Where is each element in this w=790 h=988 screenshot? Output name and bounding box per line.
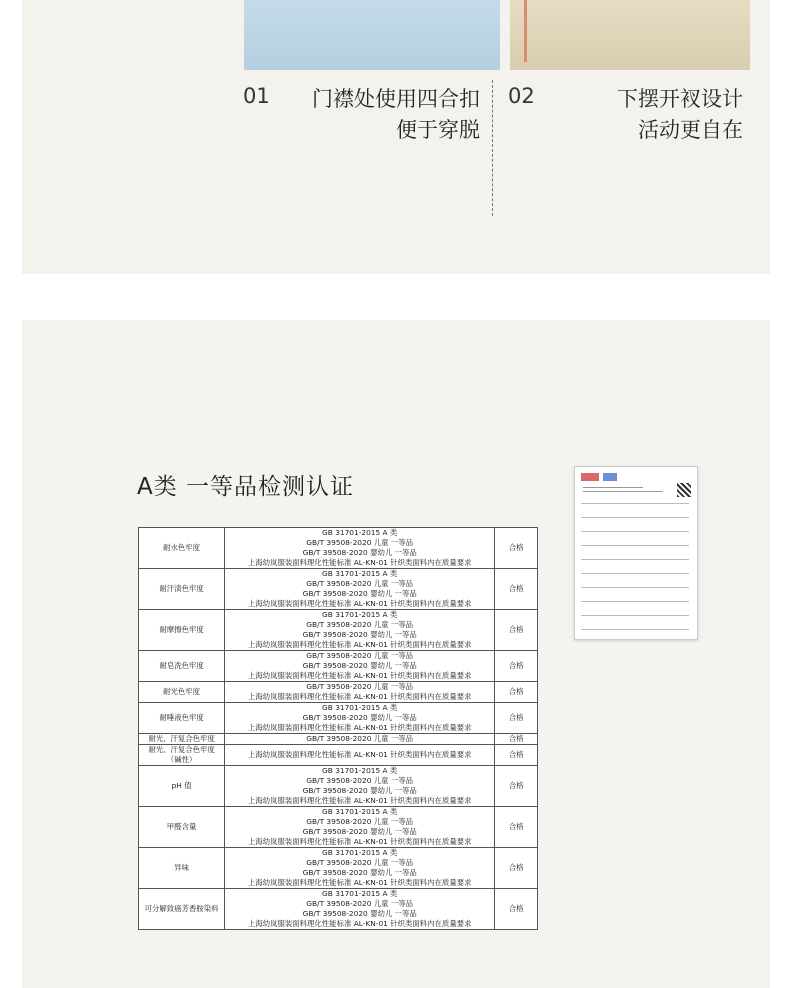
standard-line: GB/T 39508-2020 婴幼儿 一等品 [302,661,417,670]
standard-line: GB/T 39508-2020 儿童 一等品 [306,651,414,660]
standard-line: GB/T 39508-2020 儿童 一等品 [306,579,414,588]
standard-line: GB 31701-2015 A 类 [322,766,398,775]
standard-line: GB 31701-2015 A 类 [322,569,398,578]
table-row [139,848,538,889]
test-item: 耐唾液色牢度 [139,703,225,734]
standard-line: 上海幼岚服装面料理化性能标准 AL-KN-01 针织类面料内在质量要求 [247,796,472,805]
product-photo-snap-buttons [244,0,500,70]
table-row [139,889,538,930]
standard-line: 上海幼岚服装面料理化性能标准 AL-KN-01 针织类面料内在质量要求 [247,878,472,887]
test-result: 合格 [495,745,538,766]
test-item: 甲醛含量 [139,807,225,848]
standard-list [225,745,495,766]
report-logo-icon [581,473,599,481]
table-row [139,766,538,807]
table-row [139,807,538,848]
standard-line: GB/T 39508-2020 儿童 一等品 [306,734,414,743]
standard-line: 上海幼岚服装面料理化性能标准 AL-KN-01 针织类面料内在质量要求 [247,599,472,608]
table-row [139,703,538,734]
standard-list [225,528,495,569]
feature-number-1: 01 [243,84,270,108]
standard-line: GB 31701-2015 A 类 [322,807,398,816]
test-result: 合格 [495,682,538,703]
certification-table [138,527,538,930]
standard-line: GB 31701-2015 A 类 [322,889,398,898]
test-item: 耐光色牢度 [139,682,225,703]
feature-text-2 [560,84,743,146]
standard-line: GB 31701-2015 A 类 [322,848,398,857]
feature-number-2: 02 [508,84,535,108]
test-result: 合格 [495,569,538,610]
standard-list [225,703,495,734]
test-report-thumbnail[interactable] [574,466,698,640]
table-row [139,745,538,766]
standard-line: GB/T 39508-2020 儿童 一等品 [306,538,414,547]
test-result: 合格 [495,703,538,734]
table-row [139,734,538,745]
test-result: 合格 [495,766,538,807]
standard-list [225,734,495,745]
table-row [139,610,538,651]
feature-divider [492,80,493,216]
test-item: 耐汗渍色牢度 [139,569,225,610]
standard-list [225,682,495,703]
feature-2-line-1: 下摆开衩设计 [617,87,743,111]
standard-line: GB/T 39508-2020 婴幼儿 一等品 [302,909,417,918]
table-row [139,651,538,682]
report-logo-icon-2 [603,473,617,481]
standard-list [225,569,495,610]
feature-text-1 [290,84,480,146]
standard-list [225,766,495,807]
standard-line: GB/T 39508-2020 婴幼儿 一等品 [302,630,417,639]
standard-list [225,610,495,651]
test-result: 合格 [495,848,538,889]
test-result: 合格 [495,734,538,745]
standard-line: 上海幼岚服装面料理化性能标准 AL-KN-01 针织类面料内在质量要求 [247,692,472,701]
test-item: 可分解致癌芳香胺染料 [139,889,225,930]
feature-2-line-2: 活动更自在 [638,118,743,142]
standard-line: GB/T 39508-2020 儿童 一等品 [306,682,414,691]
table-row [139,528,538,569]
test-item: 耐光、汗复合色牢度 [139,734,225,745]
standard-line: GB/T 39508-2020 婴幼儿 一等品 [302,868,417,877]
test-result: 合格 [495,889,538,930]
standard-line: GB/T 39508-2020 儿童 一等品 [306,817,414,826]
test-result: 合格 [495,528,538,569]
test-item: 耐摩擦色牢度 [139,610,225,651]
table-row [139,682,538,703]
standard-line: 上海幼岚服装面料理化性能标准 AL-KN-01 针织类面料内在质量要求 [247,671,472,680]
standard-line: GB 31701-2015 A 类 [322,703,398,712]
test-item: 耐皂洗色牢度 [139,651,225,682]
standard-line: 上海幼岚服装面料理化性能标准 AL-KN-01 针织类面料内在质量要求 [247,919,472,928]
standard-line: GB/T 39508-2020 儿童 一等品 [306,620,414,629]
standard-list [225,651,495,682]
standard-list [225,848,495,889]
standard-line: GB 31701-2015 A 类 [322,528,398,537]
standard-line: GB/T 39508-2020 儿童 一等品 [306,858,414,867]
feature-1-line-2: 便于穿脱 [396,118,480,142]
feature-1-line-1: 门襟处使用四合扣 [312,87,480,111]
test-result: 合格 [495,610,538,651]
standard-line: 上海幼岚服装面料理化性能标准 AL-KN-01 针织类面料内在质量要求 [247,723,472,732]
test-item: 异味 [139,848,225,889]
standard-line: 上海幼岚服装面料理化性能标准 AL-KN-01 针织类面料内在质量要求 [247,837,472,846]
test-result: 合格 [495,807,538,848]
standard-list [225,889,495,930]
standard-line: GB/T 39508-2020 婴幼儿 一等品 [302,786,417,795]
standard-line: GB/T 39508-2020 儿童 一等品 [306,899,414,908]
standard-line: GB/T 39508-2020 婴幼儿 一等品 [302,713,417,722]
test-item: 耐光、汗复合色牢度（碱性） [139,745,225,766]
product-photo-side-slit [510,0,750,70]
standard-line: GB/T 39508-2020 婴幼儿 一等品 [302,548,417,557]
standard-list [225,807,495,848]
test-result: 合格 [495,651,538,682]
table-row [139,569,538,610]
standard-line: GB/T 39508-2020 儿童 一等品 [306,776,414,785]
standard-line: GB/T 39508-2020 婴幼儿 一等品 [302,589,417,598]
section-title: A类 一等品检测认证 [137,474,355,500]
standard-line: GB/T 39508-2020 婴幼儿 一等品 [302,827,417,836]
standard-line: 上海幼岚服装面料理化性能标准 AL-KN-01 针织类面料内在质量要求 [247,750,472,759]
qr-code-icon [677,483,691,497]
standard-line: 上海幼岚服装面料理化性能标准 AL-KN-01 针织类面料内在质量要求 [247,640,472,649]
standard-line: GB 31701-2015 A 类 [322,610,398,619]
test-item: pH 值 [139,766,225,807]
standard-line: 上海幼岚服装面料理化性能标准 AL-KN-01 针织类面料内在质量要求 [247,558,472,567]
test-item: 耐水色牢度 [139,528,225,569]
